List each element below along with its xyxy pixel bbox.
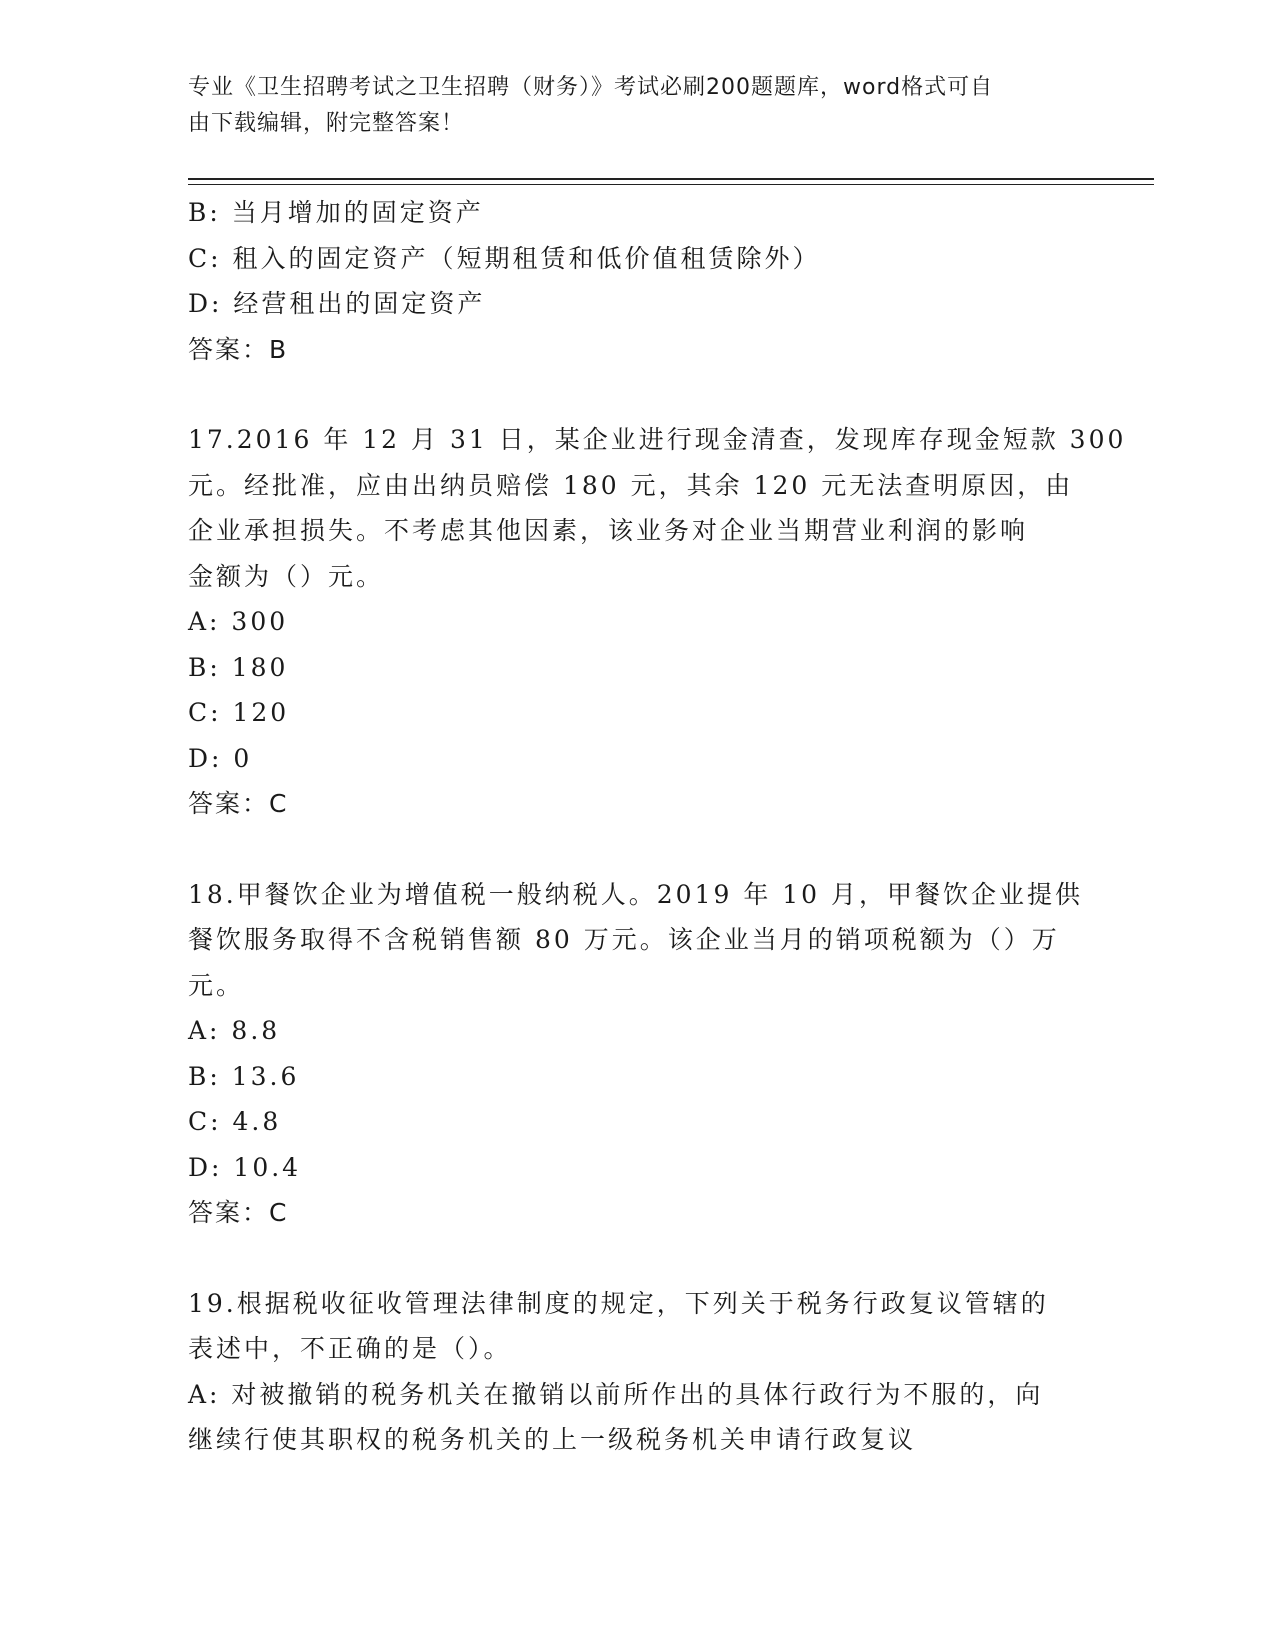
header-line-1: 专业《卫生招聘考试之卫生招聘（财务）》考试必刷200题题库，word格式可自 <box>188 75 994 100</box>
answer-label: 答案：B <box>188 334 289 364</box>
option-a: A: 8.8 <box>188 1016 281 1045</box>
question-stem-line: 17.2016 年 12 月 31 日，某企业进行现金清查，发现库存现金短款 300 <box>188 425 1127 454</box>
question-stem-line: 元。经批准，应由出纳员赔偿 180 元，其余 120 元无法查明原因，由 <box>188 470 1074 500</box>
option-c: C: 租入的固定资产（短期租赁和低价值租赁除外） <box>188 243 821 273</box>
question-16-tail <box>188 190 1078 372</box>
option-c: C: 120 <box>188 698 290 727</box>
header-divider-thin <box>188 184 1154 185</box>
option-c: C: 4.8 <box>188 1107 282 1136</box>
option-d: D: 10.4 <box>188 1152 302 1182</box>
option-d: D: 0 <box>188 743 253 773</box>
header-divider-thick <box>188 178 1154 180</box>
option-b: B: 180 <box>188 652 289 682</box>
question-17 <box>188 417 1127 827</box>
question-stem-line: 表述中，不正确的是（）。 <box>188 1334 512 1363</box>
question-18 <box>188 872 1084 1236</box>
option-a-continued: 继续行使其职权的税务机关的上一级税务机关申请行政复议 <box>188 1425 917 1454</box>
option-b: B: 当月增加的固定资产 <box>188 198 484 227</box>
question-stem-line: 企业承担损失。不考虑其他因素，该业务对企业当期营业利润的影响 <box>188 516 1029 545</box>
question-stem-line: 餐饮服务取得不含税销售额 80 万元。该企业当月的销项税额为（）万 <box>188 925 1060 954</box>
document-header <box>188 70 1068 142</box>
option-a: A: 对被撤销的税务机关在撤销以前所作出的具体行政行为不服的，向 <box>188 1379 1044 1409</box>
answer-label: 答案：C <box>188 789 289 818</box>
question-stem-line: 金额为（）元。 <box>188 561 385 591</box>
answer-label: 答案：C <box>188 1198 289 1227</box>
option-d: D: 经营租出的固定资产 <box>188 289 486 318</box>
question-stem-line: 19.根据税收征收管理法律制度的规定，下列关于税务行政复议管辖的 <box>188 1288 1049 1318</box>
question-content <box>188 190 1127 1463</box>
option-b: B: 13.6 <box>188 1061 300 1091</box>
header-line-2: 由下载编辑，附完整答案！ <box>188 111 465 136</box>
option-a: A: 300 <box>188 607 289 636</box>
question-stem-line: 18.甲餐饮企业为增值税一般纳税人。2019 年 10 月，甲餐饮企业提供 <box>188 879 1084 909</box>
question-19 <box>188 1281 1078 1463</box>
question-stem-line: 元。 <box>188 970 245 1000</box>
